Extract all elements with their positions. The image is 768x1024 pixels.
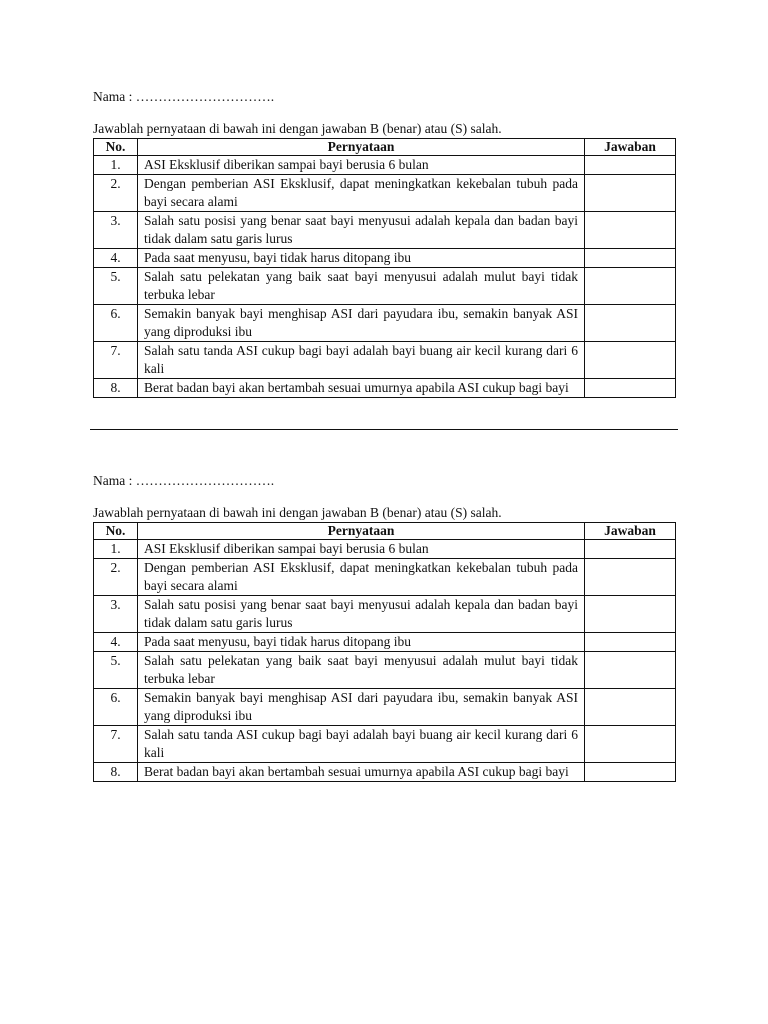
answer-cell[interactable] bbox=[585, 633, 676, 652]
row-number: 3. bbox=[94, 596, 138, 633]
statement-text: Semakin banyak bayi menghisap ASI dari payudara ibu, semakin banyak ASI yang diproduksi ibu bbox=[138, 305, 585, 342]
answer-cell[interactable] bbox=[585, 726, 676, 763]
row-number: 8. bbox=[94, 379, 138, 398]
row-number: 4. bbox=[94, 633, 138, 652]
statement-text: Pada saat menyusu, bayi tidak harus ditopang ibu bbox=[138, 249, 585, 268]
table-row bbox=[94, 249, 676, 268]
row-number: 4. bbox=[94, 249, 138, 268]
answer-cell[interactable] bbox=[585, 689, 676, 726]
questionnaire-section-2 bbox=[93, 472, 675, 782]
row-number: 5. bbox=[94, 652, 138, 689]
table-row bbox=[94, 212, 676, 249]
table-row bbox=[94, 342, 676, 379]
statement-table bbox=[93, 138, 676, 398]
row-number: 2. bbox=[94, 175, 138, 212]
statement-text: Dengan pemberian ASI Eksklusif, dapat meningkatkan kekebalan tubuh pada bayi secara alami bbox=[138, 559, 585, 596]
statement-text: Salah satu tanda ASI cukup bagi bayi adalah bayi buang air kecil kurang dari 6 kali bbox=[138, 342, 585, 379]
statement-text: ASI Eksklusif diberikan sampai bayi berusia 6 bulan bbox=[138, 156, 585, 175]
statement-table bbox=[93, 522, 676, 782]
row-number: 5. bbox=[94, 268, 138, 305]
answer-cell[interactable] bbox=[585, 596, 676, 633]
table-row bbox=[94, 763, 676, 782]
table-row bbox=[94, 689, 676, 726]
table-row bbox=[94, 633, 676, 652]
answer-cell[interactable] bbox=[585, 268, 676, 305]
table-row bbox=[94, 652, 676, 689]
answer-cell[interactable] bbox=[585, 175, 676, 212]
table-row bbox=[94, 540, 676, 559]
table-row bbox=[94, 156, 676, 175]
statement-text: Salah satu posisi yang benar saat bayi menyusui adalah kepala dan badan bayi tidak dalam satu garis lurus bbox=[138, 596, 585, 633]
statement-text: Dengan pemberian ASI Eksklusif, dapat meningkatkan kekebalan tubuh pada bayi secara alami bbox=[138, 175, 585, 212]
row-number: 1. bbox=[94, 156, 138, 175]
statement-text: Salah satu tanda ASI cukup bagi bayi adalah bayi buang air kecil kurang dari 6 kali bbox=[138, 726, 585, 763]
answer-cell[interactable] bbox=[585, 379, 676, 398]
table-row bbox=[94, 268, 676, 305]
row-number: 1. bbox=[94, 540, 138, 559]
header-answer: Jawaban bbox=[585, 139, 676, 156]
answer-cell[interactable] bbox=[585, 342, 676, 379]
row-number: 6. bbox=[94, 305, 138, 342]
answer-cell[interactable] bbox=[585, 763, 676, 782]
statement-text: ASI Eksklusif diberikan sampai bayi berusia 6 bulan bbox=[138, 540, 585, 559]
table-header-row bbox=[94, 523, 676, 540]
answer-cell[interactable] bbox=[585, 249, 676, 268]
name-field-label: Nama : …………………………. bbox=[93, 89, 275, 104]
header-statement: Pernyataan bbox=[138, 139, 585, 156]
statement-text: Berat badan bayi akan bertambah sesuai umurnya apabila ASI cukup bagi bayi bbox=[138, 379, 585, 398]
header-no: No. bbox=[94, 523, 138, 540]
answer-cell[interactable] bbox=[585, 559, 676, 596]
table-header-row bbox=[94, 139, 676, 156]
answer-cell[interactable] bbox=[585, 540, 676, 559]
answer-cell[interactable] bbox=[585, 212, 676, 249]
name-field-label: Nama : …………………………. bbox=[93, 473, 275, 488]
table-row bbox=[94, 305, 676, 342]
table-row bbox=[94, 175, 676, 212]
answer-cell[interactable] bbox=[585, 156, 676, 175]
statement-text: Pada saat menyusu, bayi tidak harus ditopang ibu bbox=[138, 633, 585, 652]
section-divider bbox=[90, 429, 678, 430]
row-number: 3. bbox=[94, 212, 138, 249]
instruction-text: Jawablah pernyataan di bawah ini dengan jawaban B (benar) atau (S) salah. bbox=[93, 505, 502, 520]
table-row bbox=[94, 559, 676, 596]
instruction-text: Jawablah pernyataan di bawah ini dengan jawaban B (benar) atau (S) salah. bbox=[93, 121, 502, 136]
statement-text: Salah satu pelekatan yang baik saat bayi menyusui adalah mulut bayi tidak terbuka lebar bbox=[138, 268, 585, 305]
table-row bbox=[94, 596, 676, 633]
statement-text: Semakin banyak bayi menghisap ASI dari payudara ibu, semakin banyak ASI yang diproduksi ibu bbox=[138, 689, 585, 726]
questionnaire-section-1 bbox=[93, 88, 675, 398]
header-no: No. bbox=[94, 139, 138, 156]
header-answer: Jawaban bbox=[585, 523, 676, 540]
row-number: 2. bbox=[94, 559, 138, 596]
row-number: 7. bbox=[94, 342, 138, 379]
table-row bbox=[94, 726, 676, 763]
statement-text: Salah satu posisi yang benar saat bayi menyusui adalah kepala dan badan bayi tidak dalam satu garis lurus bbox=[138, 212, 585, 249]
row-number: 7. bbox=[94, 726, 138, 763]
statement-text: Salah satu pelekatan yang baik saat bayi menyusui adalah mulut bayi tidak terbuka lebar bbox=[138, 652, 585, 689]
row-number: 8. bbox=[94, 763, 138, 782]
answer-cell[interactable] bbox=[585, 305, 676, 342]
row-number: 6. bbox=[94, 689, 138, 726]
statement-text: Berat badan bayi akan bertambah sesuai umurnya apabila ASI cukup bagi bayi bbox=[138, 763, 585, 782]
answer-cell[interactable] bbox=[585, 652, 676, 689]
header-statement: Pernyataan bbox=[138, 523, 585, 540]
table-row bbox=[94, 379, 676, 398]
